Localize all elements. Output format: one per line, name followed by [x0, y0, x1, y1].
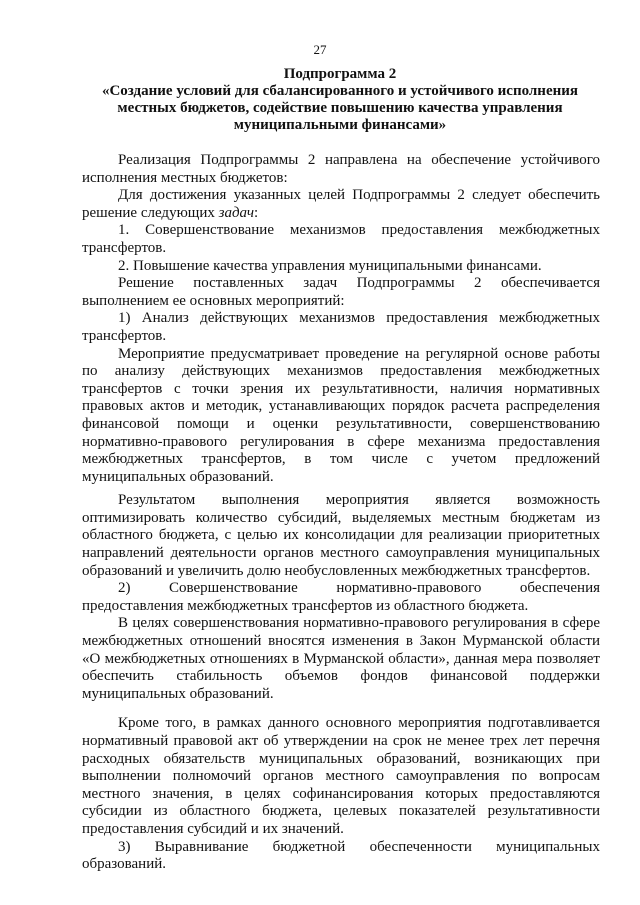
- heading-line: местных бюджетов, содействие повышению качества управления: [117, 100, 563, 116]
- paragraph-text: :: [254, 204, 259, 221]
- activity-item: 1) Анализ действующих механизмов предоставления межбюджетных трансфертов.: [82, 310, 600, 344]
- paragraph: Реализация Подпрограммы 2 направлена на обеспечение устойчивого исполнения местных бюджетов:: [82, 152, 600, 186]
- heading-line: муниципальными финансами»: [233, 117, 447, 133]
- task-item: 1. Совершенствование механизмов предоставления межбюджетных трансфертов.: [82, 222, 600, 256]
- task-item: 2. Повышение качества управления муниципальными финансами.: [118, 257, 542, 274]
- subprogram-heading: [80, 66, 600, 134]
- document-body: [82, 152, 600, 874]
- page-number: 27: [313, 42, 327, 57]
- emphasis-text: задач: [218, 204, 255, 221]
- paragraph: [82, 187, 600, 222]
- paragraph-text: Для достижения указанных целей Подпрограммы 2 следует обеспечить решение следующих: [82, 187, 600, 221]
- activity-item: 3) Выравнивание бюджетной обеспеченности муниципальных образований.: [82, 838, 600, 873]
- paragraph: В целях совершенствования нормативно-правового регулирования в сфере межбюджетных отношений вносятся изменения в Закон Мурманской области «О межбюджетных отношениях в Мурманской области», данная мера позволяет обеспечить стабильность объемов фондов финансовой поддержки муниципальных образований.: [82, 615, 600, 702]
- paragraph: Кроме того, в рамках данного основного мероприятия подготавливается нормативный правовой акт об утверждении на срок не менее трех лет перечня расходных обязательств муниципальных образований, возникающих при выполнении полномочий органов местного самоуправления по вопросам местного значения, в целях софинансирования которых предоставляются субсидии из областного бюджета, целевых показателей результативности предоставления субсидий и их значений.: [82, 715, 600, 837]
- activity-item: 2) Совершенствование нормативно-правового обеспечения предоставления межбюджетных трансфертов из областного бюджета.: [82, 580, 600, 614]
- paragraph: Решение поставленных задач Подпрограммы 2 обеспечивается выполнением ее основных мероприятий:: [82, 275, 600, 309]
- heading-line: «Создание условий для сбалансированного и устойчивого исполнения: [101, 83, 579, 99]
- heading-title: Подпрограмма 2: [283, 66, 397, 82]
- paragraph: Мероприятие предусматривает проведение на регулярной основе работы по анализу действующих механизмов предоставления межбюджетных трансфертов с точки зрения их результативности, наличия нормативных правовых актов и методик, устанавливающих порядок расчета распределения финансовой помощи и оценки результативности, совершенствованию нормативно-правового регулирования в сфере механизма предоставления межбюджетных трансфертов, в том числе с учетом предложений муниципальных образований.: [82, 345, 600, 485]
- paragraph: Результатом выполнения мероприятия является возможность оптимизировать количество субсидий, выделяемых местным бюджетам из областного бюджета, с целью их консолидации для реализации приоритетных направлений деятельности органов местного самоуправления муниципальных образований и увеличить долю необусловленных межбюджетных трансфертов.: [82, 492, 600, 579]
